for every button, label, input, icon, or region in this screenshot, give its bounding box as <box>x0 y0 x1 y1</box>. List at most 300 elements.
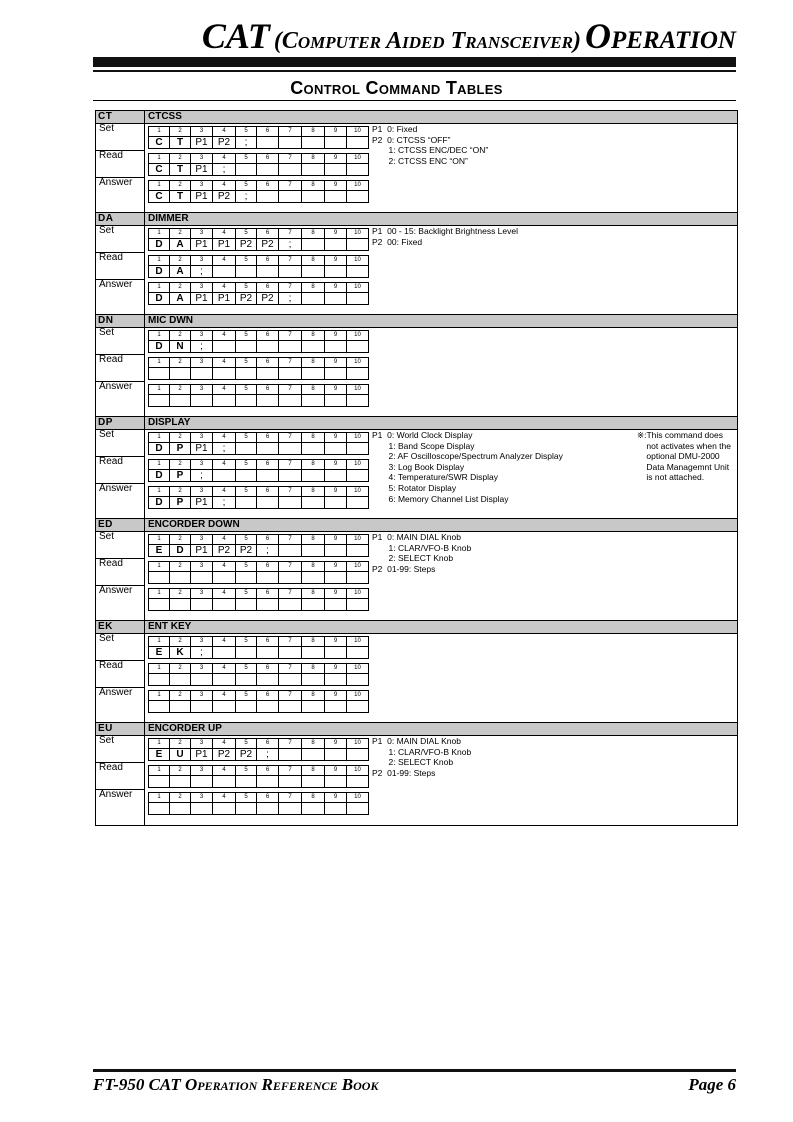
position-number: 9 <box>325 154 347 164</box>
footer-page-number: Page 6 <box>688 1075 736 1094</box>
command-format-grid <box>148 690 369 713</box>
position-number: 8 <box>302 229 325 239</box>
header-divider <box>144 111 145 123</box>
command-char <box>213 599 236 611</box>
command-name: MIC DWN <box>148 315 193 326</box>
position-number: 10 <box>347 793 369 803</box>
position-number: 6 <box>257 664 279 674</box>
position-number: 2 <box>170 358 191 368</box>
position-number: 6 <box>257 385 279 395</box>
position-number: 5 <box>236 535 257 545</box>
command-format-grid <box>148 282 369 305</box>
position-number: 2 <box>170 256 191 266</box>
position-number: 3 <box>191 181 213 191</box>
command-char <box>236 803 257 815</box>
command-char: ; <box>191 647 213 659</box>
command-block-header <box>96 620 737 634</box>
position-number: 9 <box>325 535 347 545</box>
position-number: 7 <box>279 127 302 137</box>
command-char <box>325 599 347 611</box>
command-char: ; <box>257 749 279 761</box>
row-label-read: Read <box>99 762 123 773</box>
row-label-read: Read <box>99 660 123 671</box>
row-label-answer: Answer <box>99 279 133 290</box>
position-number: 8 <box>302 358 325 368</box>
position-number: 2 <box>170 487 191 497</box>
command-block-ct <box>95 110 738 214</box>
position-number: 9 <box>325 637 347 647</box>
command-char <box>302 572 325 584</box>
position-number: 3 <box>191 331 213 341</box>
position-number: 5 <box>236 181 257 191</box>
command-char: P2 <box>236 749 257 761</box>
command-name: ENCORDER DOWN <box>148 519 240 530</box>
command-char: P <box>170 443 191 455</box>
command-char <box>347 164 369 176</box>
command-char: ; <box>213 497 236 509</box>
command-char <box>257 368 279 380</box>
command-char <box>236 266 257 278</box>
position-number: 1 <box>149 181 170 191</box>
position-number: 4 <box>213 181 236 191</box>
position-number: 7 <box>279 256 302 266</box>
position-number: 1 <box>149 385 170 395</box>
position-number: 3 <box>191 637 213 647</box>
command-char <box>213 572 236 584</box>
position-number: 10 <box>347 637 369 647</box>
command-char <box>257 803 279 815</box>
command-char <box>325 341 347 353</box>
position-number: 1 <box>149 358 170 368</box>
position-number: 6 <box>257 637 279 647</box>
command-char <box>191 701 213 713</box>
command-char: E <box>149 647 170 659</box>
command-char: P2 <box>213 749 236 761</box>
position-number: 3 <box>191 535 213 545</box>
command-char <box>279 599 302 611</box>
command-char <box>347 137 369 149</box>
row-label-set: Set <box>99 633 115 644</box>
command-char: T <box>170 191 191 203</box>
header-rule-thick <box>93 57 736 67</box>
position-number: 3 <box>191 487 213 497</box>
header-cat: CAT <box>201 16 270 56</box>
position-number: 7 <box>279 181 302 191</box>
command-char <box>257 674 279 686</box>
position-number: 2 <box>170 154 191 164</box>
position-number: 7 <box>279 331 302 341</box>
position-number: 9 <box>325 283 347 293</box>
command-char <box>149 395 170 407</box>
command-char <box>279 137 302 149</box>
command-block-body <box>96 532 737 621</box>
position-number: 4 <box>213 766 236 776</box>
position-number: 3 <box>191 127 213 137</box>
command-char <box>347 239 369 251</box>
position-number: 10 <box>347 589 369 599</box>
position-number: 8 <box>302 181 325 191</box>
position-number: 4 <box>213 739 236 749</box>
position-number: 8 <box>302 793 325 803</box>
command-char <box>347 674 369 686</box>
command-format-grid <box>148 180 369 203</box>
command-char <box>236 341 257 353</box>
command-format-grid <box>148 432 369 455</box>
label-column-divider <box>144 634 145 723</box>
command-block-dp <box>95 416 738 520</box>
position-number: 4 <box>213 127 236 137</box>
position-number: 7 <box>279 637 302 647</box>
position-number: 3 <box>191 433 213 443</box>
header-divider <box>144 621 145 633</box>
command-char <box>236 599 257 611</box>
position-number: 10 <box>347 766 369 776</box>
command-char <box>257 266 279 278</box>
section-underline <box>93 100 736 101</box>
position-number: 5 <box>236 589 257 599</box>
position-number: 5 <box>236 562 257 572</box>
position-number: 8 <box>302 739 325 749</box>
command-char <box>347 266 369 278</box>
command-code: EU <box>98 723 113 734</box>
command-block-header <box>96 212 737 226</box>
position-number: 2 <box>170 460 191 470</box>
command-char <box>325 674 347 686</box>
position-number: 2 <box>170 766 191 776</box>
command-char <box>302 674 325 686</box>
position-number: 5 <box>236 637 257 647</box>
position-number: 10 <box>347 562 369 572</box>
command-char: ; <box>213 443 236 455</box>
command-char <box>325 443 347 455</box>
command-char <box>279 572 302 584</box>
command-char <box>325 647 347 659</box>
position-number: 10 <box>347 256 369 266</box>
position-number: 2 <box>170 385 191 395</box>
command-char <box>347 470 369 482</box>
command-char: ; <box>236 191 257 203</box>
label-column-divider <box>144 124 145 213</box>
command-format-grid <box>148 330 369 353</box>
command-char: P1 <box>191 293 213 305</box>
position-number: 5 <box>236 793 257 803</box>
row-label-set: Set <box>99 327 115 338</box>
command-char <box>279 470 302 482</box>
command-char: ; <box>191 470 213 482</box>
row-label-read: Read <box>99 558 123 569</box>
command-block-body <box>96 328 737 417</box>
header-divider <box>144 519 145 531</box>
command-char <box>236 701 257 713</box>
command-char: P2 <box>257 293 279 305</box>
position-number: 10 <box>347 433 369 443</box>
position-number: 5 <box>236 385 257 395</box>
command-char <box>325 470 347 482</box>
position-number: 5 <box>236 460 257 470</box>
command-char <box>213 674 236 686</box>
position-number: 7 <box>279 433 302 443</box>
command-char <box>325 545 347 557</box>
position-number: 8 <box>302 589 325 599</box>
position-number: 2 <box>170 127 191 137</box>
command-code: DN <box>98 315 114 326</box>
command-char <box>170 701 191 713</box>
command-char <box>257 137 279 149</box>
position-number: 5 <box>236 331 257 341</box>
command-char <box>213 701 236 713</box>
position-number: 7 <box>279 154 302 164</box>
command-char: D <box>149 239 170 251</box>
position-number: 10 <box>347 739 369 749</box>
command-char <box>302 395 325 407</box>
position-number: 4 <box>213 487 236 497</box>
label-column-divider <box>144 532 145 621</box>
command-char <box>347 803 369 815</box>
row-label-set: Set <box>99 225 115 236</box>
command-char <box>302 443 325 455</box>
command-char <box>302 803 325 815</box>
position-number: 6 <box>257 739 279 749</box>
command-char: P1 <box>191 191 213 203</box>
command-char <box>236 395 257 407</box>
command-char <box>279 368 302 380</box>
label-column-divider <box>144 226 145 315</box>
command-format-grid <box>148 126 369 149</box>
position-number: 10 <box>347 331 369 341</box>
command-char <box>236 572 257 584</box>
position-number: 7 <box>279 766 302 776</box>
command-char <box>236 497 257 509</box>
label-column-divider <box>144 736 145 825</box>
command-char: ; <box>191 266 213 278</box>
command-format-grid <box>148 738 369 761</box>
command-char <box>325 137 347 149</box>
position-number: 6 <box>257 181 279 191</box>
position-number: 7 <box>279 283 302 293</box>
position-number: 10 <box>347 154 369 164</box>
command-char <box>170 368 191 380</box>
position-number: 5 <box>236 664 257 674</box>
position-number: 2 <box>170 637 191 647</box>
command-char: T <box>170 164 191 176</box>
position-number: 10 <box>347 127 369 137</box>
command-char: N <box>170 341 191 353</box>
command-char <box>279 164 302 176</box>
position-number: 4 <box>213 256 236 266</box>
command-char: C <box>149 137 170 149</box>
command-block-header <box>96 314 737 328</box>
position-number: 7 <box>279 460 302 470</box>
position-number: 6 <box>257 256 279 266</box>
command-name: DISPLAY <box>148 417 191 428</box>
command-char <box>191 368 213 380</box>
position-number: 3 <box>191 154 213 164</box>
command-block-dn <box>95 314 738 418</box>
command-char <box>213 803 236 815</box>
command-char <box>302 749 325 761</box>
command-format-grid <box>148 792 369 815</box>
position-number: 4 <box>213 385 236 395</box>
position-number: 10 <box>347 181 369 191</box>
command-block-body <box>96 124 737 213</box>
position-number: 4 <box>213 433 236 443</box>
command-code: DP <box>98 417 113 428</box>
command-char <box>325 572 347 584</box>
command-char: P1 <box>191 239 213 251</box>
command-char <box>257 647 279 659</box>
position-number: 3 <box>191 664 213 674</box>
header-divider <box>144 213 145 225</box>
position-number: 10 <box>347 487 369 497</box>
command-char <box>302 647 325 659</box>
header-rule-thin <box>93 70 736 72</box>
position-number: 3 <box>191 385 213 395</box>
command-char <box>236 674 257 686</box>
command-char <box>279 266 302 278</box>
position-number: 2 <box>170 562 191 572</box>
command-format-grid <box>148 663 369 686</box>
position-number: 4 <box>213 535 236 545</box>
command-code: CT <box>98 111 113 122</box>
command-char: T <box>170 137 191 149</box>
command-char <box>257 191 279 203</box>
command-block-header <box>96 722 737 736</box>
section-title: Control Command Tables <box>290 78 503 98</box>
position-number: 3 <box>191 229 213 239</box>
position-number: 1 <box>149 589 170 599</box>
command-char <box>347 647 369 659</box>
command-char <box>170 395 191 407</box>
position-number: 10 <box>347 358 369 368</box>
position-number: 9 <box>325 229 347 239</box>
command-char <box>279 497 302 509</box>
position-number: 8 <box>302 127 325 137</box>
command-format-grid <box>148 561 369 584</box>
position-number: 8 <box>302 385 325 395</box>
command-block-da <box>95 212 738 316</box>
command-char: ; <box>279 293 302 305</box>
command-char: ; <box>236 137 257 149</box>
position-number: 10 <box>347 460 369 470</box>
command-format-grid <box>148 636 369 659</box>
command-block-body <box>96 634 737 723</box>
position-number: 4 <box>213 793 236 803</box>
command-char <box>347 599 369 611</box>
position-number: 4 <box>213 664 236 674</box>
position-number: 2 <box>170 331 191 341</box>
command-char <box>325 266 347 278</box>
command-char <box>279 191 302 203</box>
command-char <box>302 368 325 380</box>
command-char <box>257 572 279 584</box>
command-char <box>347 497 369 509</box>
position-number: 10 <box>347 691 369 701</box>
position-number: 6 <box>257 535 279 545</box>
command-char <box>170 599 191 611</box>
position-number: 3 <box>191 283 213 293</box>
row-label-answer: Answer <box>99 585 133 596</box>
row-label-answer: Answer <box>99 483 133 494</box>
command-block-header <box>96 110 737 124</box>
command-char <box>347 341 369 353</box>
position-number: 1 <box>149 283 170 293</box>
command-format-grid <box>148 153 369 176</box>
position-number: 5 <box>236 229 257 239</box>
command-format-grid <box>148 357 369 380</box>
command-char <box>302 776 325 788</box>
command-char: P1 <box>191 137 213 149</box>
command-char <box>170 776 191 788</box>
command-char <box>213 776 236 788</box>
command-block-header <box>96 416 737 430</box>
position-number: 9 <box>325 739 347 749</box>
command-code: DA <box>98 213 114 224</box>
position-number: 2 <box>170 283 191 293</box>
position-number: 1 <box>149 229 170 239</box>
position-number: 1 <box>149 766 170 776</box>
command-char: P1 <box>191 497 213 509</box>
command-char: P1 <box>213 239 236 251</box>
command-char <box>170 803 191 815</box>
position-number: 4 <box>213 283 236 293</box>
position-number: 4 <box>213 637 236 647</box>
command-char <box>302 701 325 713</box>
position-number: 1 <box>149 562 170 572</box>
command-char: E <box>149 545 170 557</box>
position-number: 4 <box>213 562 236 572</box>
position-number: 2 <box>170 535 191 545</box>
command-char <box>257 776 279 788</box>
command-char <box>347 395 369 407</box>
command-char: ; <box>279 239 302 251</box>
command-char: P <box>170 497 191 509</box>
command-block-ed <box>95 518 738 622</box>
command-char <box>213 395 236 407</box>
position-number: 1 <box>149 256 170 266</box>
command-char: ; <box>191 341 213 353</box>
command-char <box>325 191 347 203</box>
command-char <box>279 776 302 788</box>
command-char <box>149 776 170 788</box>
command-char <box>302 293 325 305</box>
command-format-grid <box>148 588 369 611</box>
command-char <box>191 803 213 815</box>
command-char <box>302 266 325 278</box>
parameter-description: P1 00 - 15: Backlight Brightness Level P2 00: Fixed <box>372 226 518 247</box>
command-char: P <box>170 470 191 482</box>
command-char <box>325 803 347 815</box>
command-char <box>191 572 213 584</box>
position-number: 6 <box>257 793 279 803</box>
command-char <box>191 395 213 407</box>
command-char: K <box>170 647 191 659</box>
position-number: 4 <box>213 691 236 701</box>
command-char: P2 <box>236 239 257 251</box>
command-char <box>191 674 213 686</box>
command-char: P1 <box>191 164 213 176</box>
command-char <box>149 674 170 686</box>
command-block-body <box>96 736 737 825</box>
command-char <box>170 674 191 686</box>
position-number: 5 <box>236 739 257 749</box>
command-char: D <box>170 545 191 557</box>
position-number: 3 <box>191 562 213 572</box>
position-number: 1 <box>149 460 170 470</box>
position-number: 8 <box>302 664 325 674</box>
command-char <box>302 239 325 251</box>
command-char <box>279 443 302 455</box>
position-number: 2 <box>170 433 191 443</box>
